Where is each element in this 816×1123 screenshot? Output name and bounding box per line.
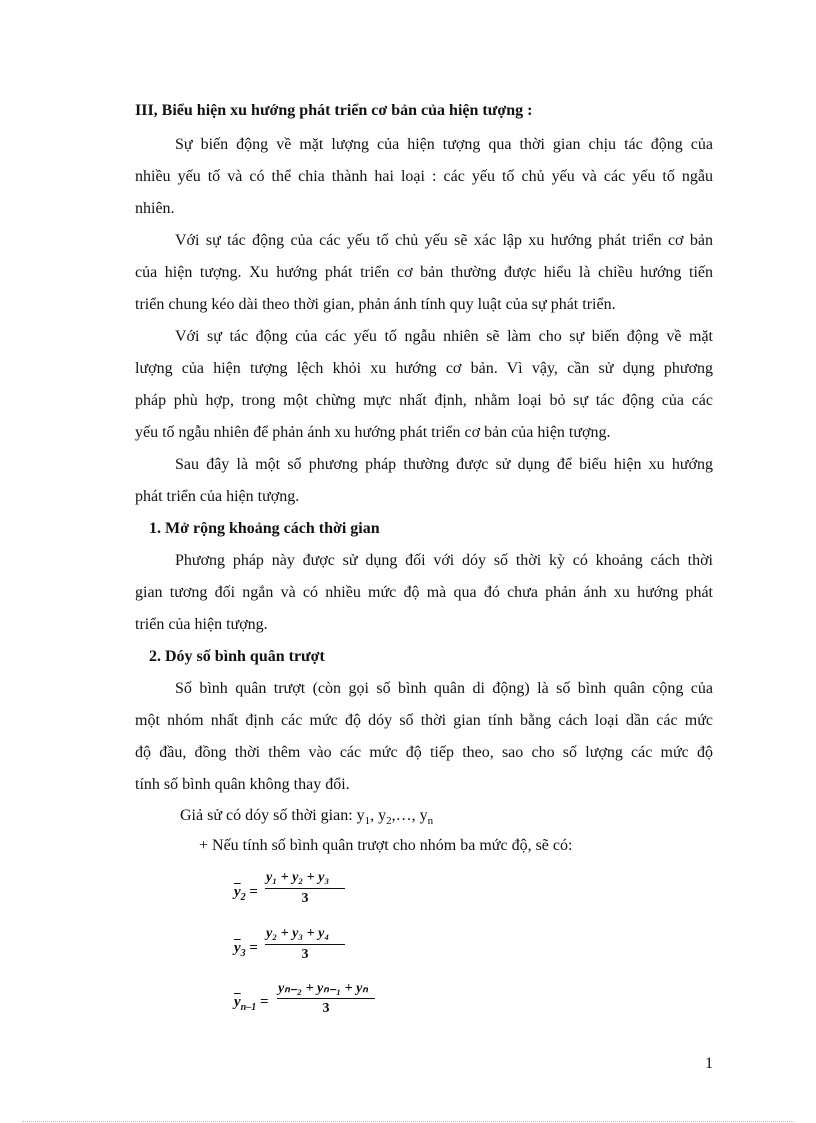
series-sep: , — [370, 807, 379, 824]
formula-denominator: 3 — [301, 891, 309, 906]
paragraph-line: triển chung kéo dài theo thời gian, phản ánh tính quy luật của sự phát triển. — [135, 296, 616, 313]
paragraph-line: phát triển của hiện tượng. — [135, 488, 300, 505]
paragraph-line: Số bình quân trượt (còn gọi số bình quân di động) là số bình quân cộng của — [175, 680, 713, 697]
formula-equals: = — [249, 884, 258, 900]
paragraph-line: gian tương đối ngắn và có nhiều mức độ mà qua đó chưa phản ánh xu hướng phát — [135, 584, 713, 601]
formula-equals: = — [249, 940, 258, 956]
moving-average-formula — [234, 870, 374, 910]
section-heading: III, Biểu hiện xu hướng phát triển cơ bản của hiện tượng : — [135, 102, 533, 119]
paragraph-line: tính số bình quân không thay đổi. — [135, 776, 350, 793]
series-prefix: Giả sử có dóy số thời gian: — [180, 807, 357, 824]
formula-denominator: 3 — [322, 1001, 330, 1016]
series-sub: 2 — [386, 815, 392, 828]
series-sub: n — [427, 815, 434, 828]
section-1-title: 1. Mở rộng khoảng cách thời gian — [149, 520, 380, 537]
series-definition — [180, 806, 433, 831]
paragraph-line: nhiều yếu tố và có thể chia thành hai loại : các yếu tố chủ yếu và các yếu tố ngẫu — [135, 168, 713, 185]
paragraph-line: Sự biến động về mặt lượng của hiện tượng qua thời gian chịu tác động của — [175, 136, 713, 153]
paragraph-line: triển của hiện tượng. — [135, 616, 268, 633]
series-y: y — [356, 807, 365, 824]
paragraph-line: pháp phù hợp, trong một chừng mực nhất định, nhằm loại bỏ sự tác động của các — [135, 392, 713, 409]
fraction-bar — [265, 888, 345, 889]
page-number: 1 — [705, 1055, 713, 1072]
case-line: + Nếu tính số bình quân trượt cho nhóm ba mức độ, sẽ có: — [199, 837, 573, 854]
moving-average-formula — [234, 980, 394, 1020]
page-bottom-rule — [22, 1121, 794, 1122]
formula-numerator: y₁ + y₂ + y₃ — [266, 870, 330, 885]
series-y: y — [378, 807, 387, 824]
paragraph-line: Với sự tác động của các yếu tố chủ yếu sẽ xác lập xu hướng phát triển cơ bản — [175, 232, 713, 249]
formula-numerator: y₂ + y₃ + y₄ — [266, 926, 330, 941]
paragraph-line: lượng của hiện tượng lệch khỏi xu hướng cơ bản. Vì vậy, cần sử dụng phương — [135, 360, 713, 377]
fraction-bar — [277, 998, 375, 999]
moving-average-formula — [234, 926, 374, 966]
series-sub: 1 — [364, 815, 371, 828]
formula-lhs: $\overline{y}$ — [234, 994, 241, 1010]
formula-numerator: yₙ₋₂ + yₙ₋₁ + yₙ — [278, 981, 368, 996]
series-sep: ,…, — [391, 807, 420, 824]
paragraph-line: Phương pháp này được sử dụng đối với dóy số thời kỳ có khoảng cách thời — [175, 552, 713, 569]
paragraph-line: một nhóm nhất định các mức độ dóy số thời gian tính bằng cách loại dần các mức — [135, 712, 713, 729]
formula-lhs-sub: n–1 — [240, 1002, 257, 1013]
paragraph-line: Sau đây là một số phương pháp thường được sử dụng để biểu hiện xu hướng — [175, 456, 713, 473]
formula-lhs: $\overline{y}$ — [234, 940, 241, 956]
formula-equals: = — [259, 994, 269, 1010]
paragraph-line: của hiện tượng. Xu hướng phát triển cơ bản thường được hiểu là chiều hướng tiến — [135, 264, 713, 281]
paragraph-line: độ đầu, đồng thời thêm vào các mức độ tiếp theo, sao cho số lượng các mức độ — [135, 744, 713, 761]
formula-denominator: 3 — [301, 947, 309, 962]
paragraph-line: nhiên. — [135, 200, 175, 217]
paragraph-line: Với sự tác động của các yếu tố ngẫu nhiên sẽ làm cho sự biến động về mặt — [175, 328, 713, 345]
formula-lhs-sub: 3 — [240, 948, 246, 959]
paragraph-line: yếu tố ngẫu nhiên để phản ánh xu hướng phát triển cơ bản của hiện tượng. — [135, 424, 611, 441]
formula-lhs-sub: 2 — [240, 892, 246, 903]
fraction-bar — [265, 944, 345, 945]
section-2-title: 2. Dóy số bình quân trượt — [149, 648, 325, 665]
series-y: y — [419, 807, 428, 824]
formula-lhs: $\overline{y}$ — [234, 884, 241, 900]
